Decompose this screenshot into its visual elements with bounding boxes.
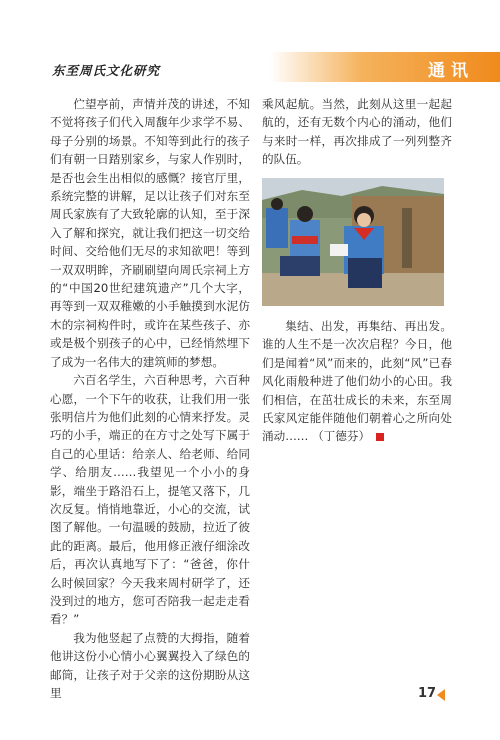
students-writing-photo <box>262 178 444 306</box>
article-paragraph <box>262 317 452 446</box>
article-paragraph: 我为他竖起了点赞的大拇指，随着他讲这份小心情小心翼翼投入了绿色的邮筒，让孩子对于父亲的这份期盼从这里 <box>50 630 250 700</box>
end-mark-icon <box>376 433 384 441</box>
article-column-right-bottom <box>262 317 452 446</box>
article-paragraph: 伫望亭前，声情并茂的讲述，不知不觉将孩子们代入周馥年少求学不易、母子分别的场景。不知等到此行的孩子们有朝一日踏别家乡，与家人作别时，是否也会生出相似的感慨？接官厅里，系统完整的讲解，足以让孩子们对东至周氏家族有了大致轮廓的认知，至于深入了解和探究，就让我们把这一切交给时间、交给他们无尽的求知欲吧！等到一双双明眸，齐刷刷望向周氏宗祠上方的“中国20世纪建筑遗产”几个大字，再等到一双双稚嫩的小手触摸到水泥仿木的宗祠构件时，或许在某些孩子、亦或是极个别孩子的心中，已经悄然埋下了成为一名伟大的建筑师的梦想。 <box>50 97 250 369</box>
article-column-right-top <box>262 95 452 169</box>
journal-title: 东至周氏文化研究 <box>52 63 161 78</box>
page-number: 17 <box>418 686 437 701</box>
page-header <box>0 52 500 82</box>
author-byline: （丁德芬） <box>312 429 371 444</box>
article-column-left <box>50 95 250 702</box>
page-marker-icon <box>437 689 445 701</box>
section-title: 通讯 <box>428 61 474 81</box>
article-text: 集结、出发，再集结、再出发。谁的人生不是一次次启程？今日，他们是闻着“风”而来的，此刻“风”已春风化雨般种进了他们幼小的心田。我们相信，在茁壮成长的未来，东至周氏家风定能伴随他们朝着心之所向处涌动…… <box>262 319 452 444</box>
article-paragraph-continued: 乘风起航。当然，此刻从这里一起起航的，还有无数个内心的涌动，他们与来时一样，再次排成了一列列整齐的队伍。 <box>262 97 452 167</box>
article-paragraph: 六百名学生，六百种思考，六百种心愿，一个下午的收获，让我们用一张张明信片为他们此刻的心情来抒发。灵巧的小手，端正的在方寸之处写下属于自己的心里话：给亲人、给老师、给同学、给朋友……我望见一个小小的身影，端坐于路沿石上，提笔又落下，几次反复。悄悄地靠近，小心的交流，试图了解他。一句温暖的鼓励，拉近了彼此的距离。最后，他用修正液仔细涂改后，再次认真地写下了：“爸爸，你什么时候回家？今天我来周村研学了，还没到过的地方，您可否陪我一起走走看看？” <box>50 373 250 627</box>
section-banner <box>270 52 500 82</box>
